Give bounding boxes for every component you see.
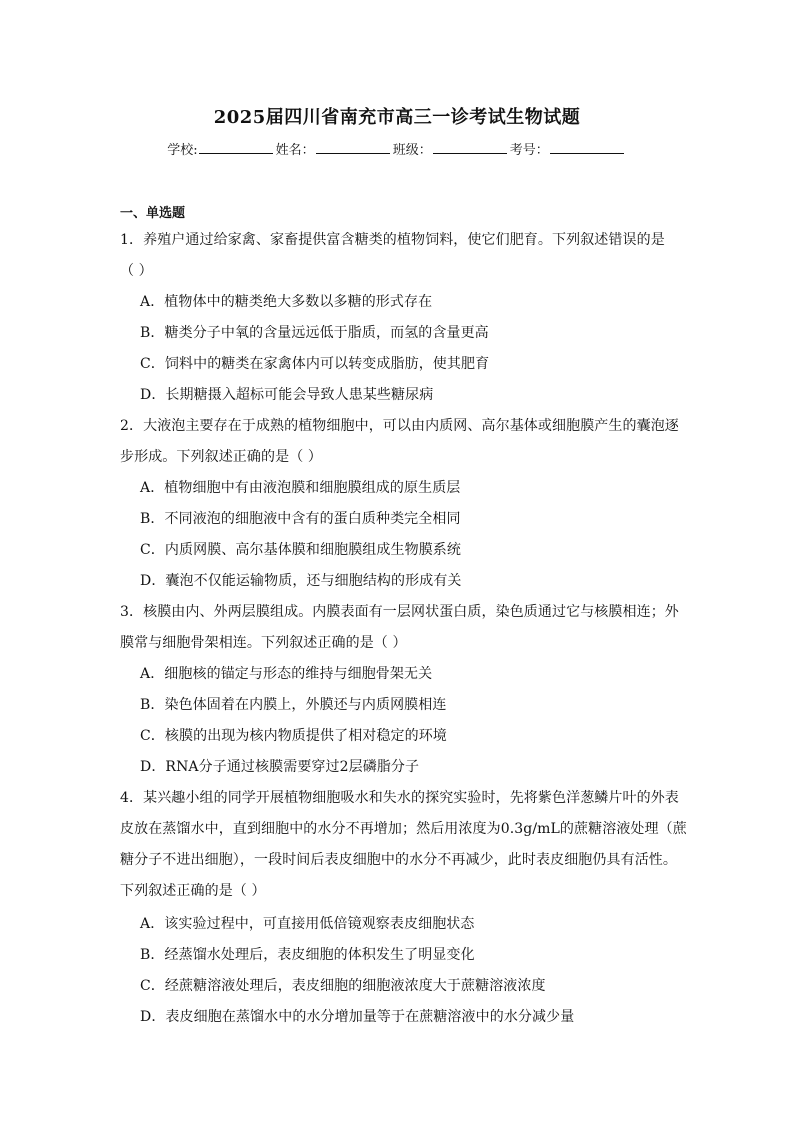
question-1-option-d: D．长期糖摄入超标可能会导致人患某些糖尿病 <box>140 387 434 403</box>
page-title: 2025届四川省南充市高三一诊考试生物试题 <box>213 107 581 128</box>
question-2-option-a: A．植物细胞中有由液泡膜和细胞膜组成的原生质层 <box>140 480 461 496</box>
question-4-stem-line-3: 糖分子不进出细胞），一段时间后表皮细胞中的水分不再减少，此时表皮细胞仍具有活性。 <box>120 852 677 868</box>
question-3-option-d: D．RNA分子通过核膜需要穿过2层磷脂分子 <box>140 759 420 775</box>
question-4-option-d: D．表皮细胞在蒸馏水中的水分增加量等于在蔗糖溶液中的水分减少量 <box>140 1009 575 1025</box>
question-3-option-c: C．核膜的出现为核内物质提供了相对稳定的环境 <box>140 728 447 744</box>
question-2-stem-line-2: 步形成。下列叙述正确的是（ ） <box>120 449 322 465</box>
question-1-option-b: B．糖类分子中氧的含量远远低于脂质，而氢的含量更高 <box>140 325 489 341</box>
question-2-option-b: B．不同液泡的细胞液中含有的蛋白质种类完全相同 <box>140 511 461 527</box>
question-4-option-a: A．该实验过程中，可直接用低倍镜观察表皮细胞状态 <box>140 916 475 932</box>
exam-no-label: 考号： <box>509 143 549 158</box>
class-blank <box>433 141 507 154</box>
question-4-stem-line-1: 4．某兴趣小组的同学开展植物细胞吸水和失水的探究实验时，先将紫色洋葱鳞片叶的外表 <box>120 790 679 806</box>
school-blank <box>199 141 273 154</box>
question-4-option-c: C．经蔗糖溶液处理后，表皮细胞的细胞液浓度大于蔗糖溶液浓度 <box>140 978 546 994</box>
question-1-stem-line-2: （ ） <box>120 263 153 279</box>
school-label: 学校: <box>167 143 198 158</box>
name-label: 姓名： <box>275 143 315 158</box>
question-3-stem-line-1: 3．核膜由内、外两层膜组成。内膜表面有一层网状蛋白质，染色质通过它与核膜相连；外 <box>120 604 679 620</box>
section-heading: 一、单选题 <box>120 206 186 221</box>
question-2-option-c: C．内质网膜、高尔基体膜和细胞膜组成生物膜系统 <box>140 542 462 558</box>
question-4-option-b: B．经蒸馏水处理后，表皮细胞的体积发生了明显变化 <box>140 947 475 963</box>
student-info-row <box>0 139 794 158</box>
question-1-option-c: C．饲料中的糖类在家禽体内可以转变成脂肪，使其肥育 <box>140 356 490 372</box>
question-4-stem-line-2: 皮放在蒸馏水中，直到细胞中的水分不再增加；然后用浓度为0.3g/mL的蔗糖溶液处理（蔗 <box>120 821 687 837</box>
question-3-option-b: B．染色体固着在内膜上，外膜还与内质网膜相连 <box>140 697 447 713</box>
question-1-stem-line-1: 1．养殖户通过给家禽、家畜提供富含糖类的植物饲料，使它们肥育。下列叙述错误的是 <box>120 232 665 248</box>
question-4-stem-line-4: 下列叙述正确的是（ ） <box>120 883 266 899</box>
question-3-stem-line-2: 膜常与细胞骨架相连。下列叙述正确的是（ ） <box>120 635 407 651</box>
name-blank <box>316 141 390 154</box>
question-2-option-d: D．囊泡不仅能运输物质，还与细胞结构的形成有关 <box>140 573 462 589</box>
question-3-option-a: A．细胞核的锚定与形态的维持与细胞骨架无关 <box>140 666 433 682</box>
exam-no-blank <box>550 141 624 154</box>
class-label: 班级： <box>392 143 432 158</box>
question-2-stem-line-1: 2．大液泡主要存在于成熟的植物细胞中，可以由内质网、高尔基体或细胞膜产生的囊泡逐 <box>120 418 679 434</box>
question-1-option-a: A．植物体中的糖类绝大多数以多糖的形式存在 <box>140 294 433 310</box>
